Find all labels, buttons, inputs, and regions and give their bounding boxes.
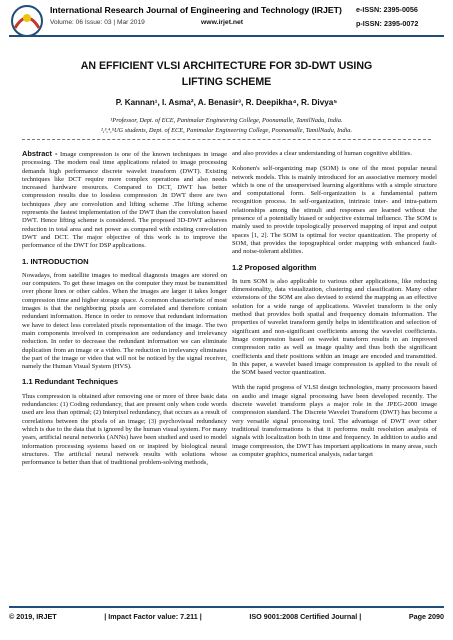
footer-rule bbox=[9, 606, 444, 608]
abstract bbox=[22, 150, 227, 251]
paragraph-algorithm-2: With the rapid progress of VLSI design technologies, many processors based on audio and image signal processing have been developed recently. The discrete wavelet transform plays a major role in the JPEG-2000 image compression standard. The Discrete Wavelet Transform (DWT) has become a very versatile signal processing tool. The advantage of DWT over other traditional transformations is that it performs multi resolution analysis of signals with localization both in time and frequency. In addition to audio and image compression, the DWT has important applications in many areas, such as computer graphics, numerical analysis, radar target bbox=[232, 384, 437, 458]
page-footer bbox=[9, 612, 444, 621]
title-line-2: LIFTING SCHEME bbox=[181, 76, 272, 88]
paragraph-som: Kohonen's self-organizing map (SOM) is one of the most popular neural network models. This is mainly introduced for an associative memory model which is one of the unsupervised learning algorithms with a simple structure and computational form. Self-organization is a fundamental pattern recognition process. In self-organization, intrinsic inter- and intra-pattern relationships among the stimuli and responses are learned without the presence of a potentially biased or subjective external influence. The SOM is mainly used to provide topologically preserved mapping of input and output spaces [1, 2]. The SOM is optimal for vector quantization. The property of SOM, that provides the topographical order mapping with enhanced fault- and noise-tolerant abilities. bbox=[232, 165, 437, 256]
abstract-text: Image compression is one of the known techniques in image processing. The modern real time applications related to image processing demands high performance discrete wavelet transform (DWT). Existing techniques like DCT require more complex operations and also needs increased hardware resources. Compared to DCT, DWT has better compression results due to lossless compression .In DWT there are two techniques ,they are convolution and lifting scheme .The lifting scheme represents the fastest implementation of the DWT than the convolution based DWT. Hence lifting scheme is considered. The proposed 3D-DWT achieves reduction in total area and net power as compared with existing convolution DWT and DCT. The major objective of this work is to improve the performance of the DWT for DSP applications. bbox=[22, 151, 227, 250]
section-divider bbox=[22, 139, 431, 140]
heading-redundant-techniques: 1.1 Redundant Techniques bbox=[22, 377, 119, 387]
e-issn: e-ISSN: 2395-0056 bbox=[356, 5, 418, 14]
paragraph-algorithm-1: In turn SOM is also applicable to various other applications, like reducing dimensionality, data visualization, clustering and classification. Many other extensions of the SOM are also devised to extend the mapping as an effective solution for a wide range of applications. Wavelet transform is the only method that provides both spatial and frequency domain information. The properties of wavelet transform gently helps in identification and selection of significant and non-significant coefficients among the wavelet coefficients. Image compression based on wavelet transform results in an improved compression ratio as well as image quality and thus both the significant coefficients and their positions within an image are encoded and transmitted. In this paper, a wavelet based image compression is applied to the result of the SOM based vector quantization. bbox=[232, 277, 437, 377]
left-column bbox=[22, 150, 227, 474]
paragraph-redundant-techniques: Thus compression is obtained after removing one or more of three basic data redundancies: (1) Coding redundancy, that are present only when code words used are less than optimal; (2) Interpixel redundancy, that occurs as a result of correlations between the pixels of an image; (3) psychovisual redundancy which is due to the data that is ignored by the human visual system. For many years, artificial neural networks (ANNs) have been studied and used to model information processing systems based on or inspired by biological neural structures. The artificial neural network results with solutions whose performance is better than that of traditional problem-solving methods, bbox=[22, 392, 227, 467]
journal-header bbox=[0, 0, 453, 46]
footer-page-number: Page 2090 bbox=[408, 612, 444, 621]
volume-issue: Volume: 06 Issue: 03 | Mar 2019 bbox=[50, 19, 145, 26]
paper-title bbox=[40, 58, 413, 90]
p-issn: p-ISSN: 2395-0072 bbox=[356, 19, 419, 28]
journal-title: International Research Journal of Engineering and Technology (IRJET) bbox=[50, 5, 342, 15]
heading-introduction: 1. INTRODUCTION bbox=[22, 256, 89, 266]
paragraph-introduction: Nowadays, from satellite images to medical diagnosis images are stored on our computers. To get these images on the computer they must be transmitted over phone lines or other cables. When the images are larger it takes longer compression time and higher storage space. A common characteristic of most images is that the neighboring pixels are correlated and therefore contain redundant information. Hence in order to remove that redundant information we have to detect less correlated pixels representation of the image. The two main components involved in compression are redundancy and irrelevancy reduction. In order to decrease the redundant information we can eliminate duplication from an image or a video. The reduction in irrelevancy eliminates the part of the image or video that will not be noticed by the signal receiver, namely the Human Visual System (HVS). bbox=[22, 271, 227, 371]
abstract-label: Abstract - bbox=[22, 149, 58, 158]
irjet-logo-icon bbox=[9, 4, 45, 38]
author-list: P. Kannan¹, I. Asma², A. Benasir³, R. Deepikha⁴, R. Divya⁵ bbox=[115, 98, 338, 107]
paragraph-continuation: and also provides a clear understanding of human cognitive abilities. bbox=[232, 150, 412, 157]
affiliation-1: ¹Professor, Dept. of ECE, Panimalar Engineering College, Poonamalle, TamilNadu, India. bbox=[110, 117, 343, 124]
header-rule bbox=[9, 35, 444, 37]
footer-copyright: © 2019, IRJET bbox=[9, 612, 57, 621]
right-column bbox=[232, 150, 437, 466]
heading-proposed-algorithm: 1.2 Proposed algorithm bbox=[232, 262, 317, 272]
affiliation-2: ²,³,⁴,⁵UG students, Dept. of ECE, Panimalar Engineering College, Poonamalle, TamilNadu, India. bbox=[100, 127, 353, 134]
footer-impact-factor: | Impact Factor value: 7.211 | bbox=[104, 612, 202, 621]
title-line-1: AN EFFICIENT VLSI ARCHITECTURE FOR 3D-DWT USING bbox=[80, 60, 373, 72]
footer-iso: ISO 9001:2008 Certified Journal | bbox=[249, 612, 362, 621]
journal-website: www.irjet.net bbox=[201, 19, 244, 26]
